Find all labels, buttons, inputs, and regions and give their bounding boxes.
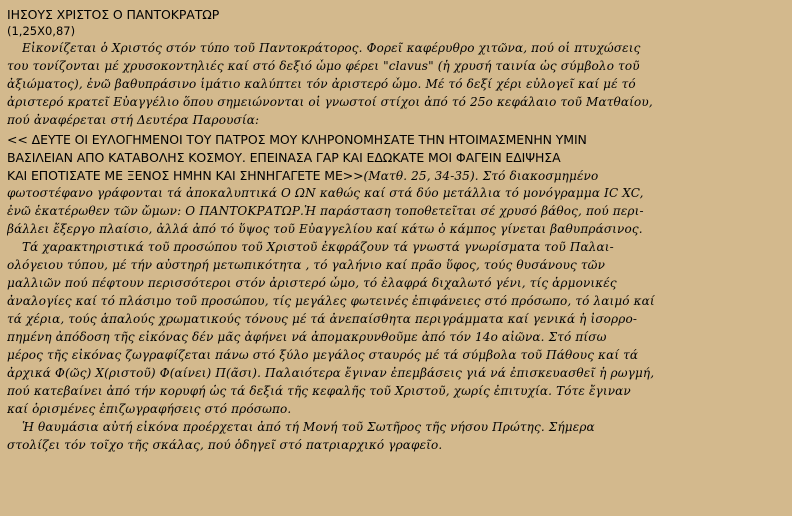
scripture-line: << ΔΕΥΤΕ ΟΙ ΕΥΛΟΓΗΜΕΝΟΙ ΤΟΥ ΠΑΤΡΟΣ ΜΟΥ ΚΛΗΡΟΝΟΜΗΣΑΤΕ ΤΗΝ ΗΤΟΙΜΑΣΜΕΝΗΝ ΥΜΙΝ bbox=[7, 132, 587, 147]
document-dimensions: (1,25Χ0,87) bbox=[7, 24, 76, 38]
text-line: πημένη ἀπόδοση τῆς εἰκόνας δέν μᾶς ἀφήνει νά ἀπομακρυνθοῦμε ἀπό τόν 14ο αἰῶνα. Στό πίσω bbox=[7, 330, 607, 344]
text-line: Τά χαρακτηριστικά τοῦ προσώπου τοῦ Χριστοῦ ἐκφράζουν τά γνωστά γνωρίσματα τοῦ Παλαι- bbox=[22, 240, 614, 254]
text-line: βάλλει ἔξεργο πλαίσιο, ἀλλά ἀπό τό ὕψος τοῦ Εὐαγγελίου καί κάτω ὁ κάμπος γίνεται βαθυπράσινος. bbox=[7, 222, 643, 236]
text-line: μέρος τῆς εἰκόνας ζωγραφίζεται πάνω στό ξύλο μεγάλος σταυρός μέ τά σύμβολα τοῦ Πάθους καί τά bbox=[7, 348, 639, 362]
scripture-line: ΒΑΣΙΛΕΙΑΝ ΑΠΟ ΚΑΤΑΒΟΛΗΣ ΚΟΣΜΟΥ. ΕΠΕΙΝΑΣΑ ΓΑΡ ΚΑΙ ΕΔΩΚΑΤΕ ΜΟΙ ΦΑΓΕΙΝ ΕΔΙΨΗΣΑ bbox=[7, 150, 561, 165]
text-line: ἀρχικά Φ(ῶς) Χ(ριστοῦ) Φ(αίνει) Π(ᾶσι). Παλαιότερα ἔγιναν ἐπεμβάσεις γιά νά ἐπισκευασθεῖ ἡ ρωγμή, bbox=[7, 366, 655, 380]
document-title: ΙΗΣΟΥΣ ΧΡΙΣΤΟΣ Ο ΠΑΝΤΟΚΡΑΤΩΡ bbox=[7, 7, 220, 22]
text-line: ἀξιώματος), ἐνῶ βαθυπράσινο ἱμάτιο καλύπτει τόν ἀριστερό ὦμο. Μέ τό δεξί χέρι εὐλογεῖ καί μέ τό bbox=[7, 77, 636, 91]
text-line: Εἰκονίζεται ὁ Χριστός στόν τύπο τοῦ Παντοκράτορος. Φορεῖ καφέρυθρο χιτῶνα, πού οἱ πτυχώσεις bbox=[22, 41, 641, 55]
text-line: ολόγειου τύπου, μέ τήν αὐστηρή μετωπικότητα , τό γαλήνιο καί πρᾶο ὕφος, τούς θυσάνους τῶν bbox=[7, 258, 606, 272]
text-line: καί ὁρισμένες ἐπιζωγραφήσεις στό πρόσωπο. bbox=[7, 402, 292, 416]
text-line: πού ἀναφέρεται στή Δευτέρα Παρουσία: bbox=[7, 113, 260, 127]
scripture-line-mixed bbox=[7, 168, 787, 184]
scripture-reference: (Ματθ. 25, 34-35). Στό διακοσμημένο bbox=[363, 169, 599, 183]
text-line: φωτοστέφανο γράφονται τά ἀποκαλυπτικά Ο ΩΝ καθώς καί στά δύο μετάλλια τό μονόγραμμα IC XC, bbox=[7, 186, 644, 200]
text-line: ἐνῶ ἑκατέρωθεν τῶν ὤμων: Ο ΠΑΝΤΟΚΡΑΤΩΡ.Ἡ παράσταση τοποθετεῖται σέ χρυσό βάθος, πού περι- bbox=[7, 204, 644, 218]
text-line: Ἡ θαυμάσια αὐτή εἰκόνα προέρχεται ἀπό τή Μονή τοῦ Σωτῆρος τῆς νήσου Πρώτης. Σήμερα bbox=[22, 420, 595, 434]
text-line: μαλλιῶν πού πέφτουν περισσότεροι στόν ἀριστερό ὦμο, τό ἐλαφρά διχαλωτό γένι, τίς ἁρμονικές bbox=[7, 276, 617, 290]
text-line: ἀναλογίες καί τό πλάσιμο τοῦ προσώπου, τίς μεγάλες φωτεινές ἐπιφάνειες στό πρόσωπο, τό λαιμό καί bbox=[7, 294, 655, 308]
scripture-text: ΚΑΙ ΕΠΟΤΙΣΑΤΕ ΜΕ ΞΕΝΟΣ ΗΜΗΝ ΚΑΙ ΣΗΝΗΓΑΓΕΤΕ ΜΕ>> bbox=[7, 168, 364, 183]
text-line: πού κατεβαίνει ἀπό τήν κορυφή ὡς τά δεξιά τῆς κεφαλῆς τοῦ Χριστοῦ, χωρίς ἐπιτυχία. Τότε ἔγιναν bbox=[7, 384, 631, 398]
text-line: τά χέρια, τούς ἁπαλούς χρωματικούς τόνους μέ τά ἀνεπαίσθητα περιγράμματα καί γενικά ἡ ἰσορρο- bbox=[7, 312, 638, 326]
text-line: του τονίζονται μέ χρυσοκοντηλιές καί στό δεξιό ὦμο φέρει "clavus" (ἡ χρυσή ταινία ὡς σύμβολο τοῦ bbox=[7, 59, 640, 73]
text-line: στολίζει τόν τοῖχο τῆς σκάλας, πού ὁδηγεῖ στό πατριαρχικό γραφεῖο. bbox=[7, 438, 443, 452]
text-line: ἀριστερό κρατεῖ Εὐαγγέλιο ὅπου σημειώνονται οἱ γνωστοί στίχοι ἀπό τό 25ο κεφάλαιο τοῦ Ματθαίου, bbox=[7, 95, 653, 109]
